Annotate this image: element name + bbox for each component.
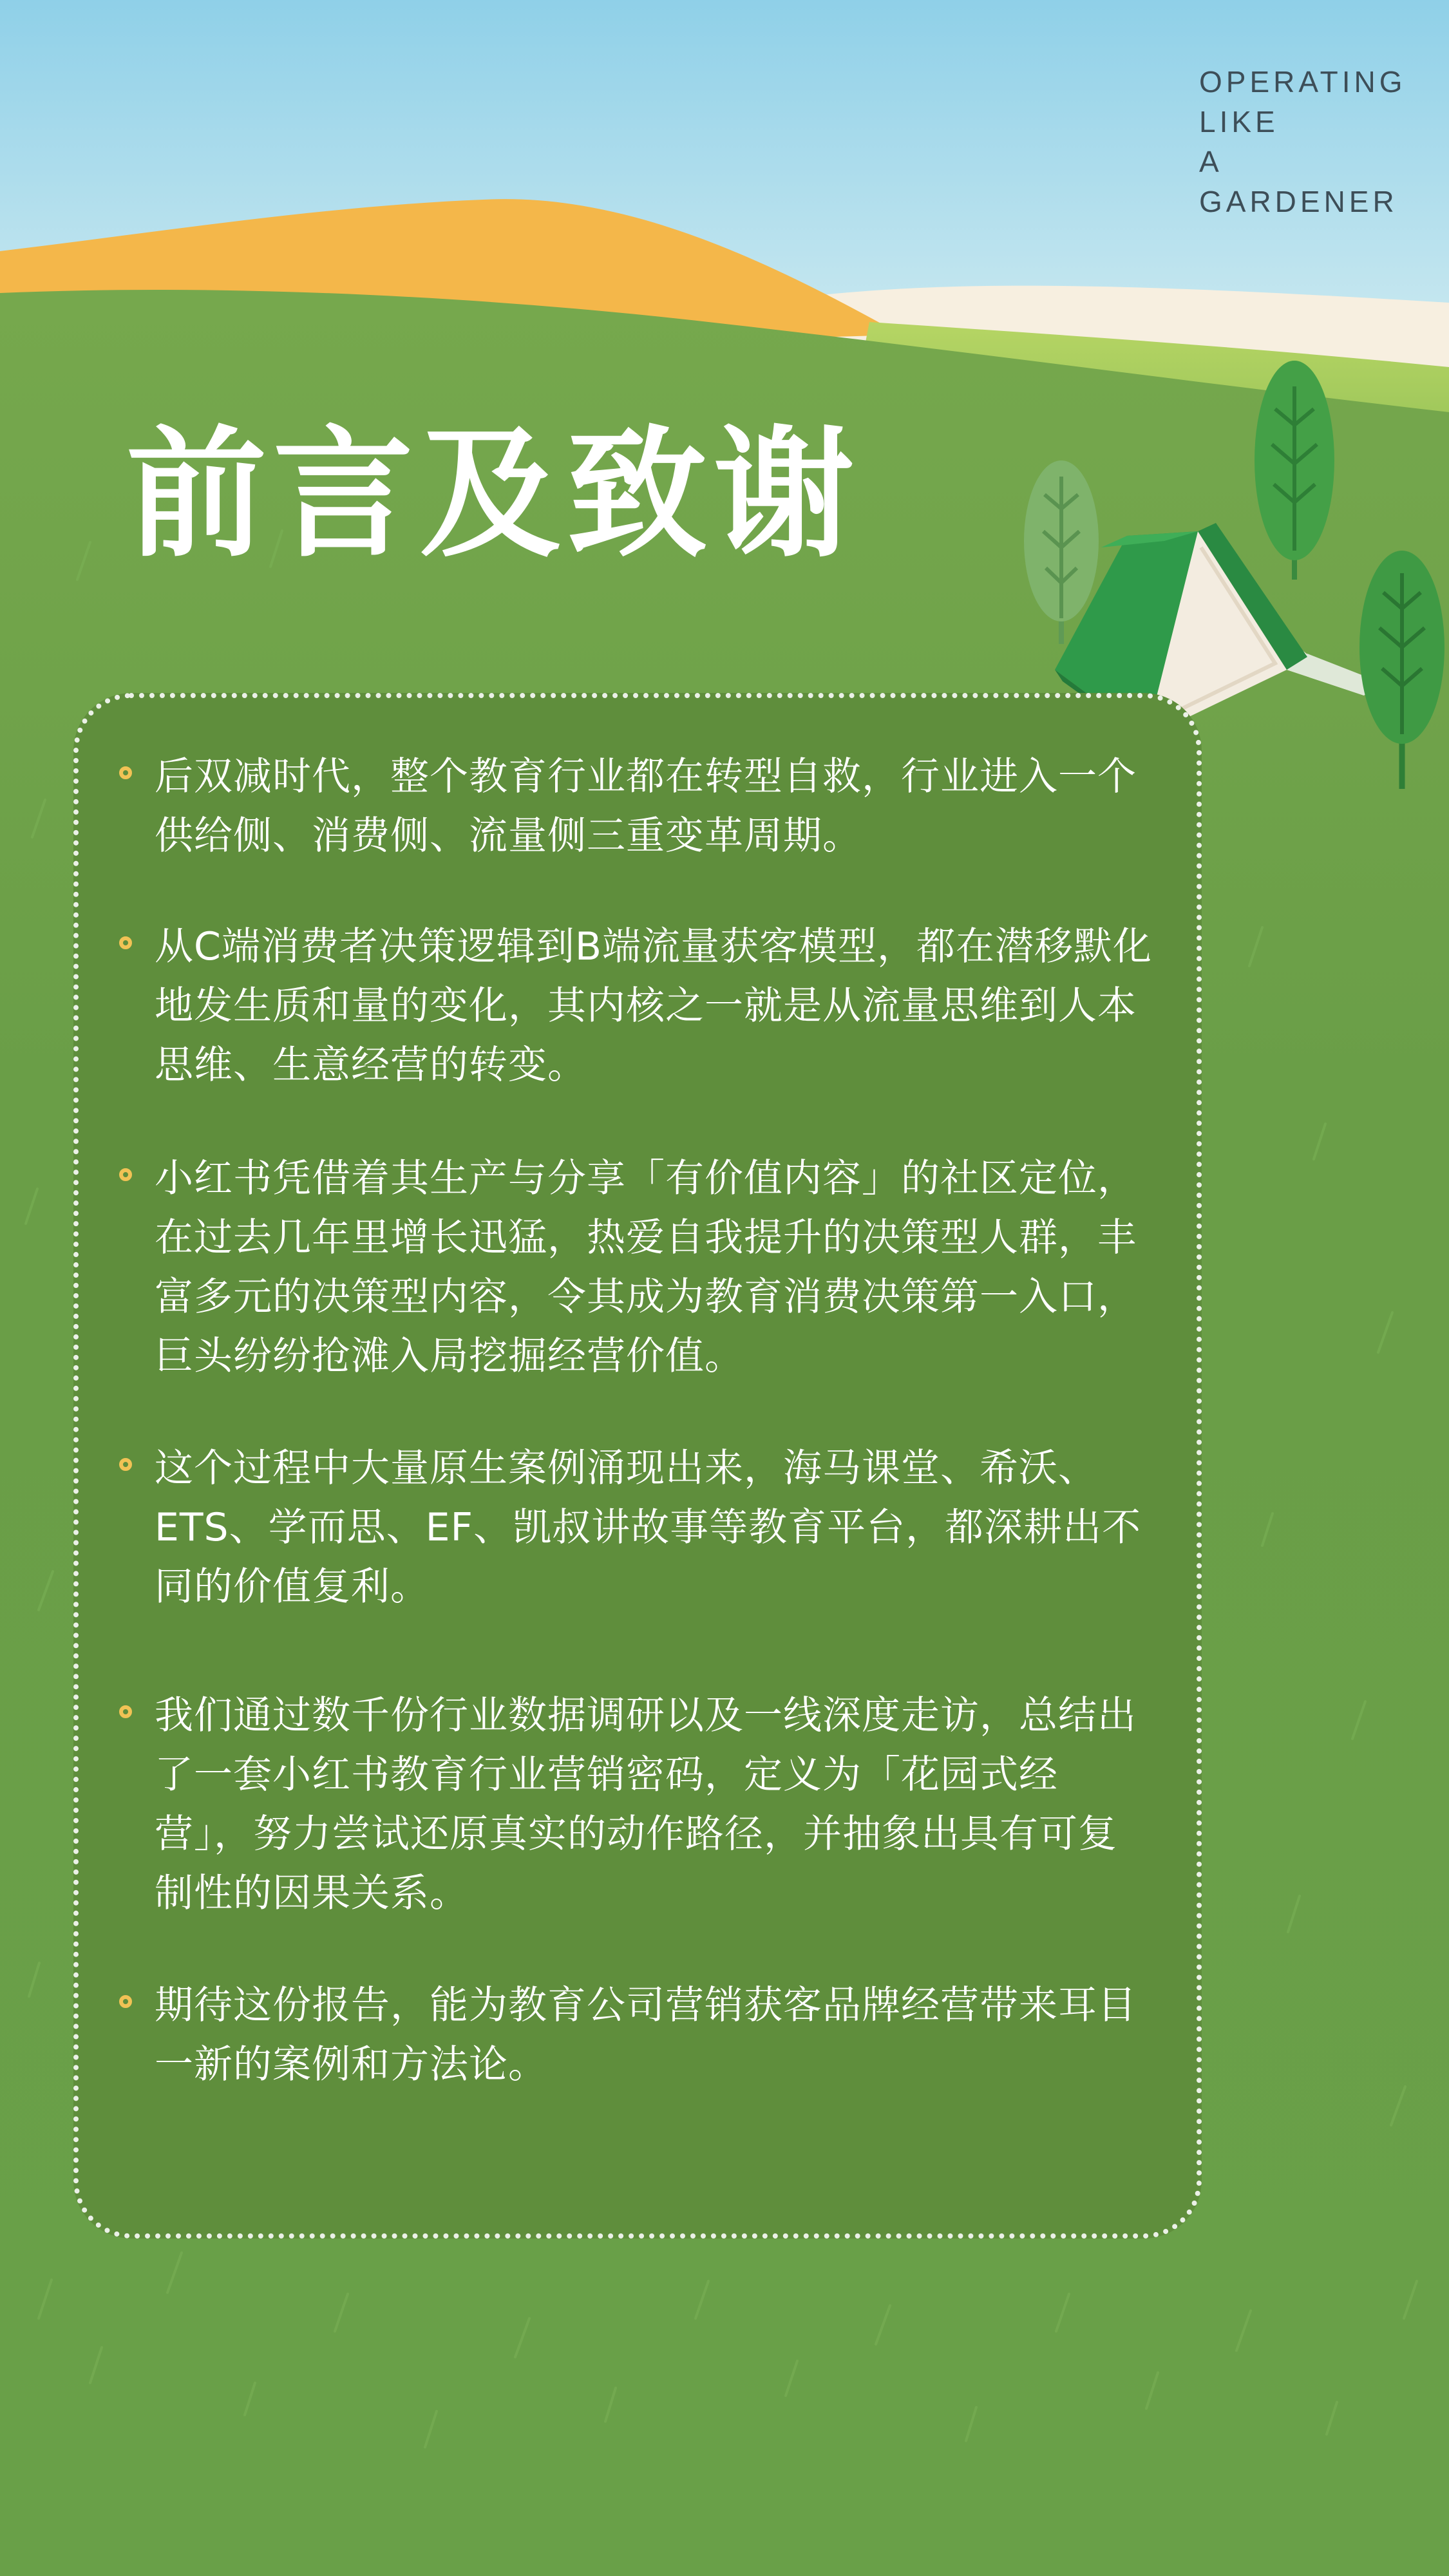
brand-line: OPERATING [1199, 65, 1406, 99]
paragraph-5 [151, 1686, 1156, 1923]
paragraph-4 [151, 1439, 1156, 1616]
bullet-icon [119, 1995, 132, 2008]
tree-icon [1255, 361, 1334, 580]
brand-line: GARDENER [1199, 185, 1398, 218]
bullet-icon [119, 936, 132, 949]
paragraph-text: 小红书凭借着其生产与分享「有价值内容」的社区定位，在过去几年里增长迅猛，热爱自我提升的决策型人群，丰富多元的决策型内容，令其成为教育消费决策第一入口，巨头纷纷抢滩入局挖掘经营价值。 [155, 1156, 1137, 1379]
brand-tagline [1199, 62, 1406, 222]
brand-line: LIKE [1199, 105, 1279, 138]
tree-icon [1359, 551, 1444, 789]
paragraph-text: 从C端消费者决策逻辑到B端流量获客模型，都在潜移默化地发生质和量的变化，其内核之一就是从流量思维到人本思维、生意经营的转变。 [155, 924, 1153, 1088]
brand-line: A [1199, 145, 1223, 178]
paragraph-2 [151, 917, 1156, 1095]
paragraph-text: 这个过程中大量原生案例涌现出来，海马课堂、希沃、ETS、学而思、EF、凯叔讲故事等教育平台，都深耕出不同的价值复利。 [155, 1446, 1142, 1609]
bullet-icon [119, 1458, 132, 1471]
paragraph-text: 后双减时代，整个教育行业都在转型自救，行业进入一个供给侧、消费侧、流量侧三重变革周期。 [155, 754, 1137, 858]
bullet-icon [119, 766, 132, 779]
bullet-icon [119, 1705, 132, 1718]
paragraph-1 [151, 747, 1156, 866]
paragraph-text: 期待这份报告，能为教育公司营销获客品牌经营带来耳目一新的案例和方法论。 [155, 1983, 1137, 2087]
paragraph-text: 我们通过数千份行业数据调研以及一线深度走访，总结出了一套小红书教育行业营销密码，定义为「花园式经营」，努力尝试还原真实的动作路径，并抽象出具有可复制性的因果关系。 [155, 1693, 1137, 1916]
paragraph-3 [151, 1149, 1156, 1386]
bullet-icon [119, 1168, 132, 1181]
paragraph-6 [151, 1976, 1156, 2094]
page-title: 前言及致谢 [126, 413, 860, 576]
